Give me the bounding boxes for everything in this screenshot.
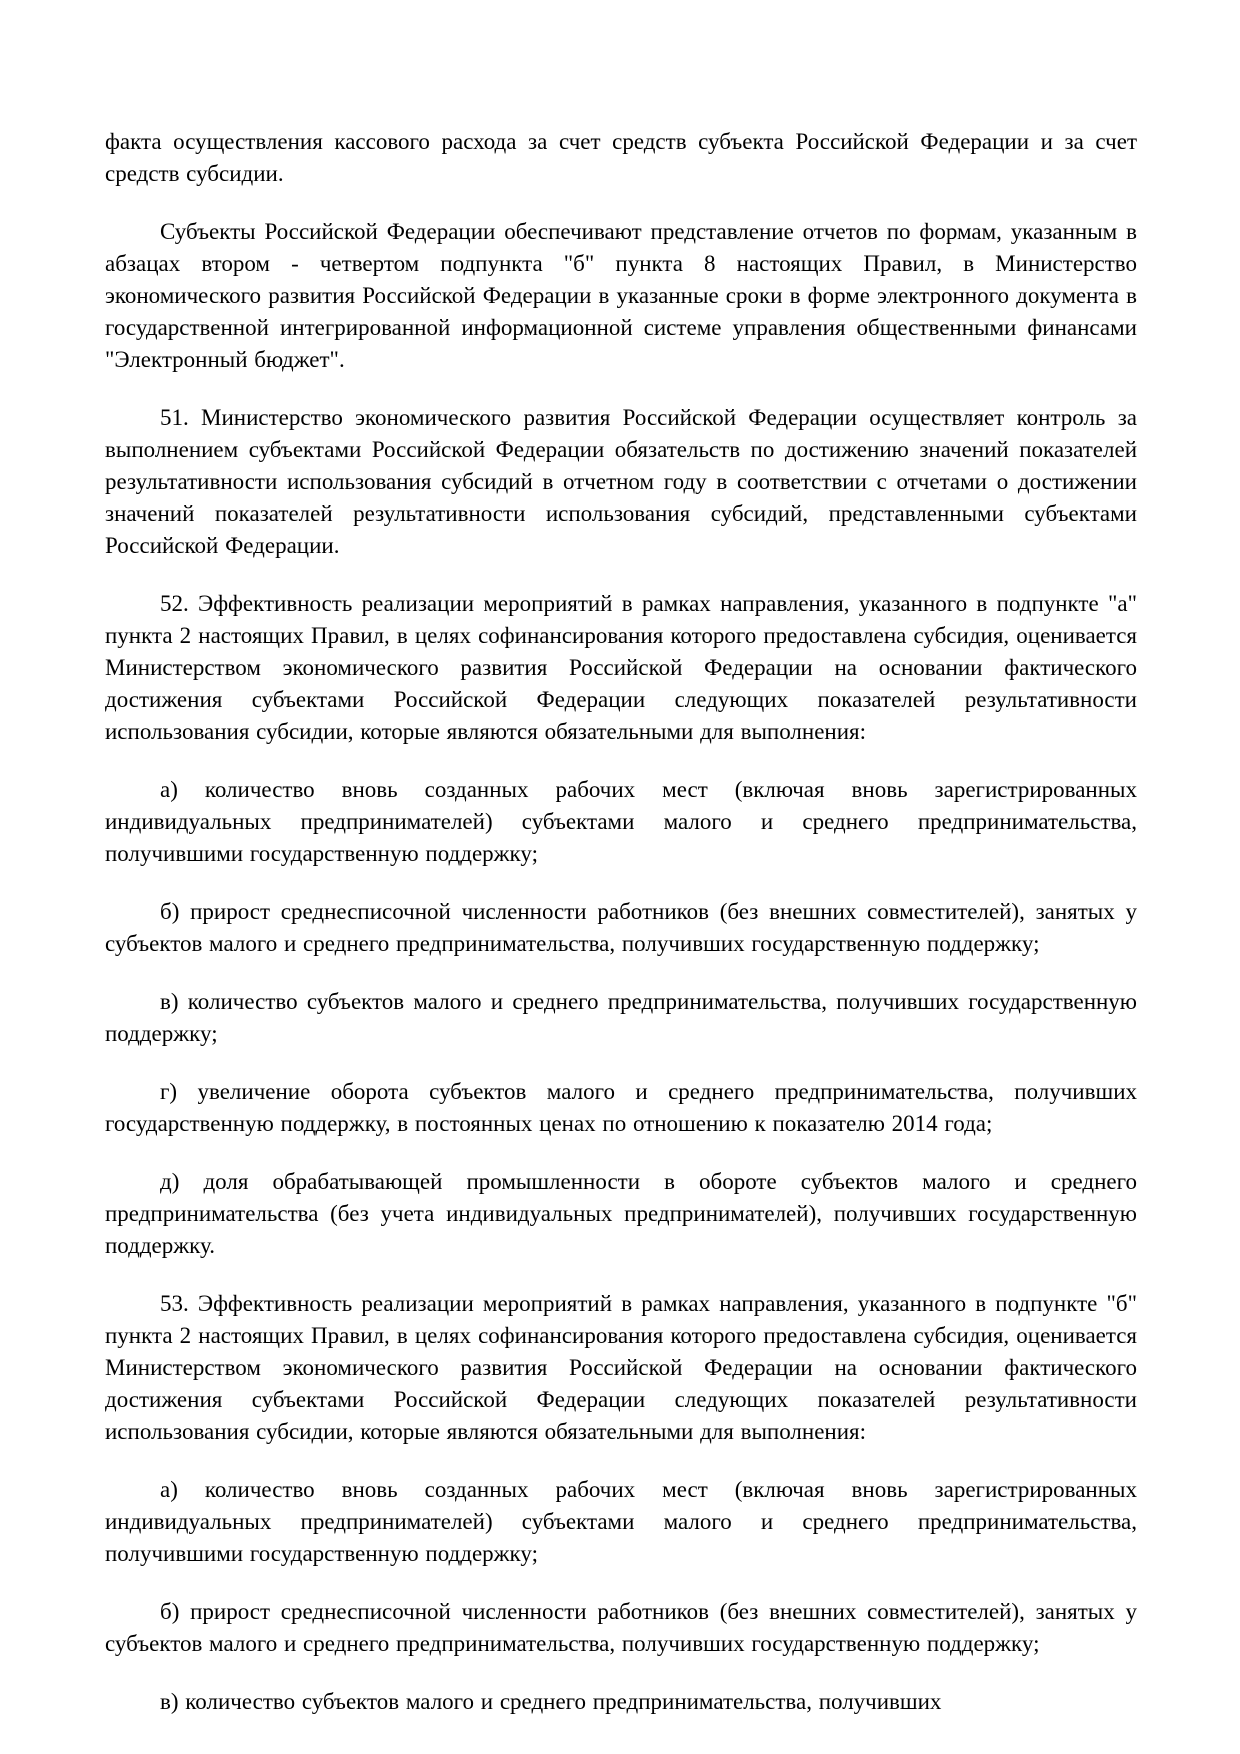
paragraph: б) прирост среднесписочной численности работников (без внешних совместителей), занятых у субъектов малого и среднего предпринимательства, получивших государственную поддержку; xyxy=(105,1599,1137,1656)
paragraph: факта осуществления кассового расхода за счет средств субъекта Российской Федерации и за счет средств субсидии. xyxy=(105,129,1137,186)
paragraph: 51. Министерство экономического развития Российской Федерации осуществляет контроль за выполнением субъектами Российской Федерации обязательств по достижению значений показателей результативности использования субсидий в отчетном году в соответствии с отчетами о достижении значений показателей результативности использования субсидий, представленными субъектами Российской Федерации. xyxy=(105,405,1137,558)
paragraph: в) количество субъектов малого и среднего предпринимательства, получивших государственную поддержку; xyxy=(105,989,1137,1046)
paragraph: б) прирост среднесписочной численности работников (без внешних совместителей), занятых у субъектов малого и среднего предпринимательства, получивших государственную поддержку; xyxy=(105,899,1137,956)
paragraph: 52. Эффективность реализации мероприятий в рамках направления, указанного в подпункте "а" пункта 2 настоящих Правил, в целях софинансирования которого предоставлена субсидия, оценивается Министерством экономического развития Российской Федерации на основании фактического достижения субъектами Российской Федерации следующих показателей результативности использования субсидии, которые являются обязательными для выполнения: xyxy=(105,591,1137,744)
paragraph: д) доля обрабатывающей промышленности в обороте субъектов малого и среднего предпринимательства (без учета индивидуальных предпринимателей), получивших государственную поддержку. xyxy=(105,1169,1137,1258)
paragraph: Субъекты Российской Федерации обеспечивают представление отчетов по формам, указанным в абзацах втором - четвертом подпункта "б" пункта 8 настоящих Правил, в Министерство экономического развития Российской Федерации в указанные сроки в форме электронного документа в государственной интегрированной информационной системе управления общественными финансами "Электронный бюджет". xyxy=(105,219,1137,372)
paragraph: в) количество субъектов малого и среднего предпринимательства, получивших xyxy=(160,1689,942,1714)
paragraph: г) увеличение оборота субъектов малого и среднего предпринимательства, получивших государственную поддержку, в постоянных ценах по отношению к показателю 2014 года; xyxy=(105,1079,1137,1136)
paragraph: а) количество вновь созданных рабочих мест (включая вновь зарегистрированных индивидуальных предпринимателей) субъектами малого и среднего предпринимательства, получившими государственную поддержку; xyxy=(105,1477,1137,1566)
paragraph: 53. Эффективность реализации мероприятий в рамках направления, указанного в подпункте "б" пункта 2 настоящих Правил, в целях софинансирования которого предоставлена субсидия, оценивается Министерством экономического развития Российской Федерации на основании фактического достижения субъектами Российской Федерации следующих показателей результативности использования субсидии, которые являются обязательными для выполнения: xyxy=(105,1291,1137,1444)
paragraph: а) количество вновь созданных рабочих мест (включая вновь зарегистрированных индивидуальных предпринимателей) субъектами малого и среднего предпринимательства, получившими государственную поддержку; xyxy=(105,777,1137,866)
